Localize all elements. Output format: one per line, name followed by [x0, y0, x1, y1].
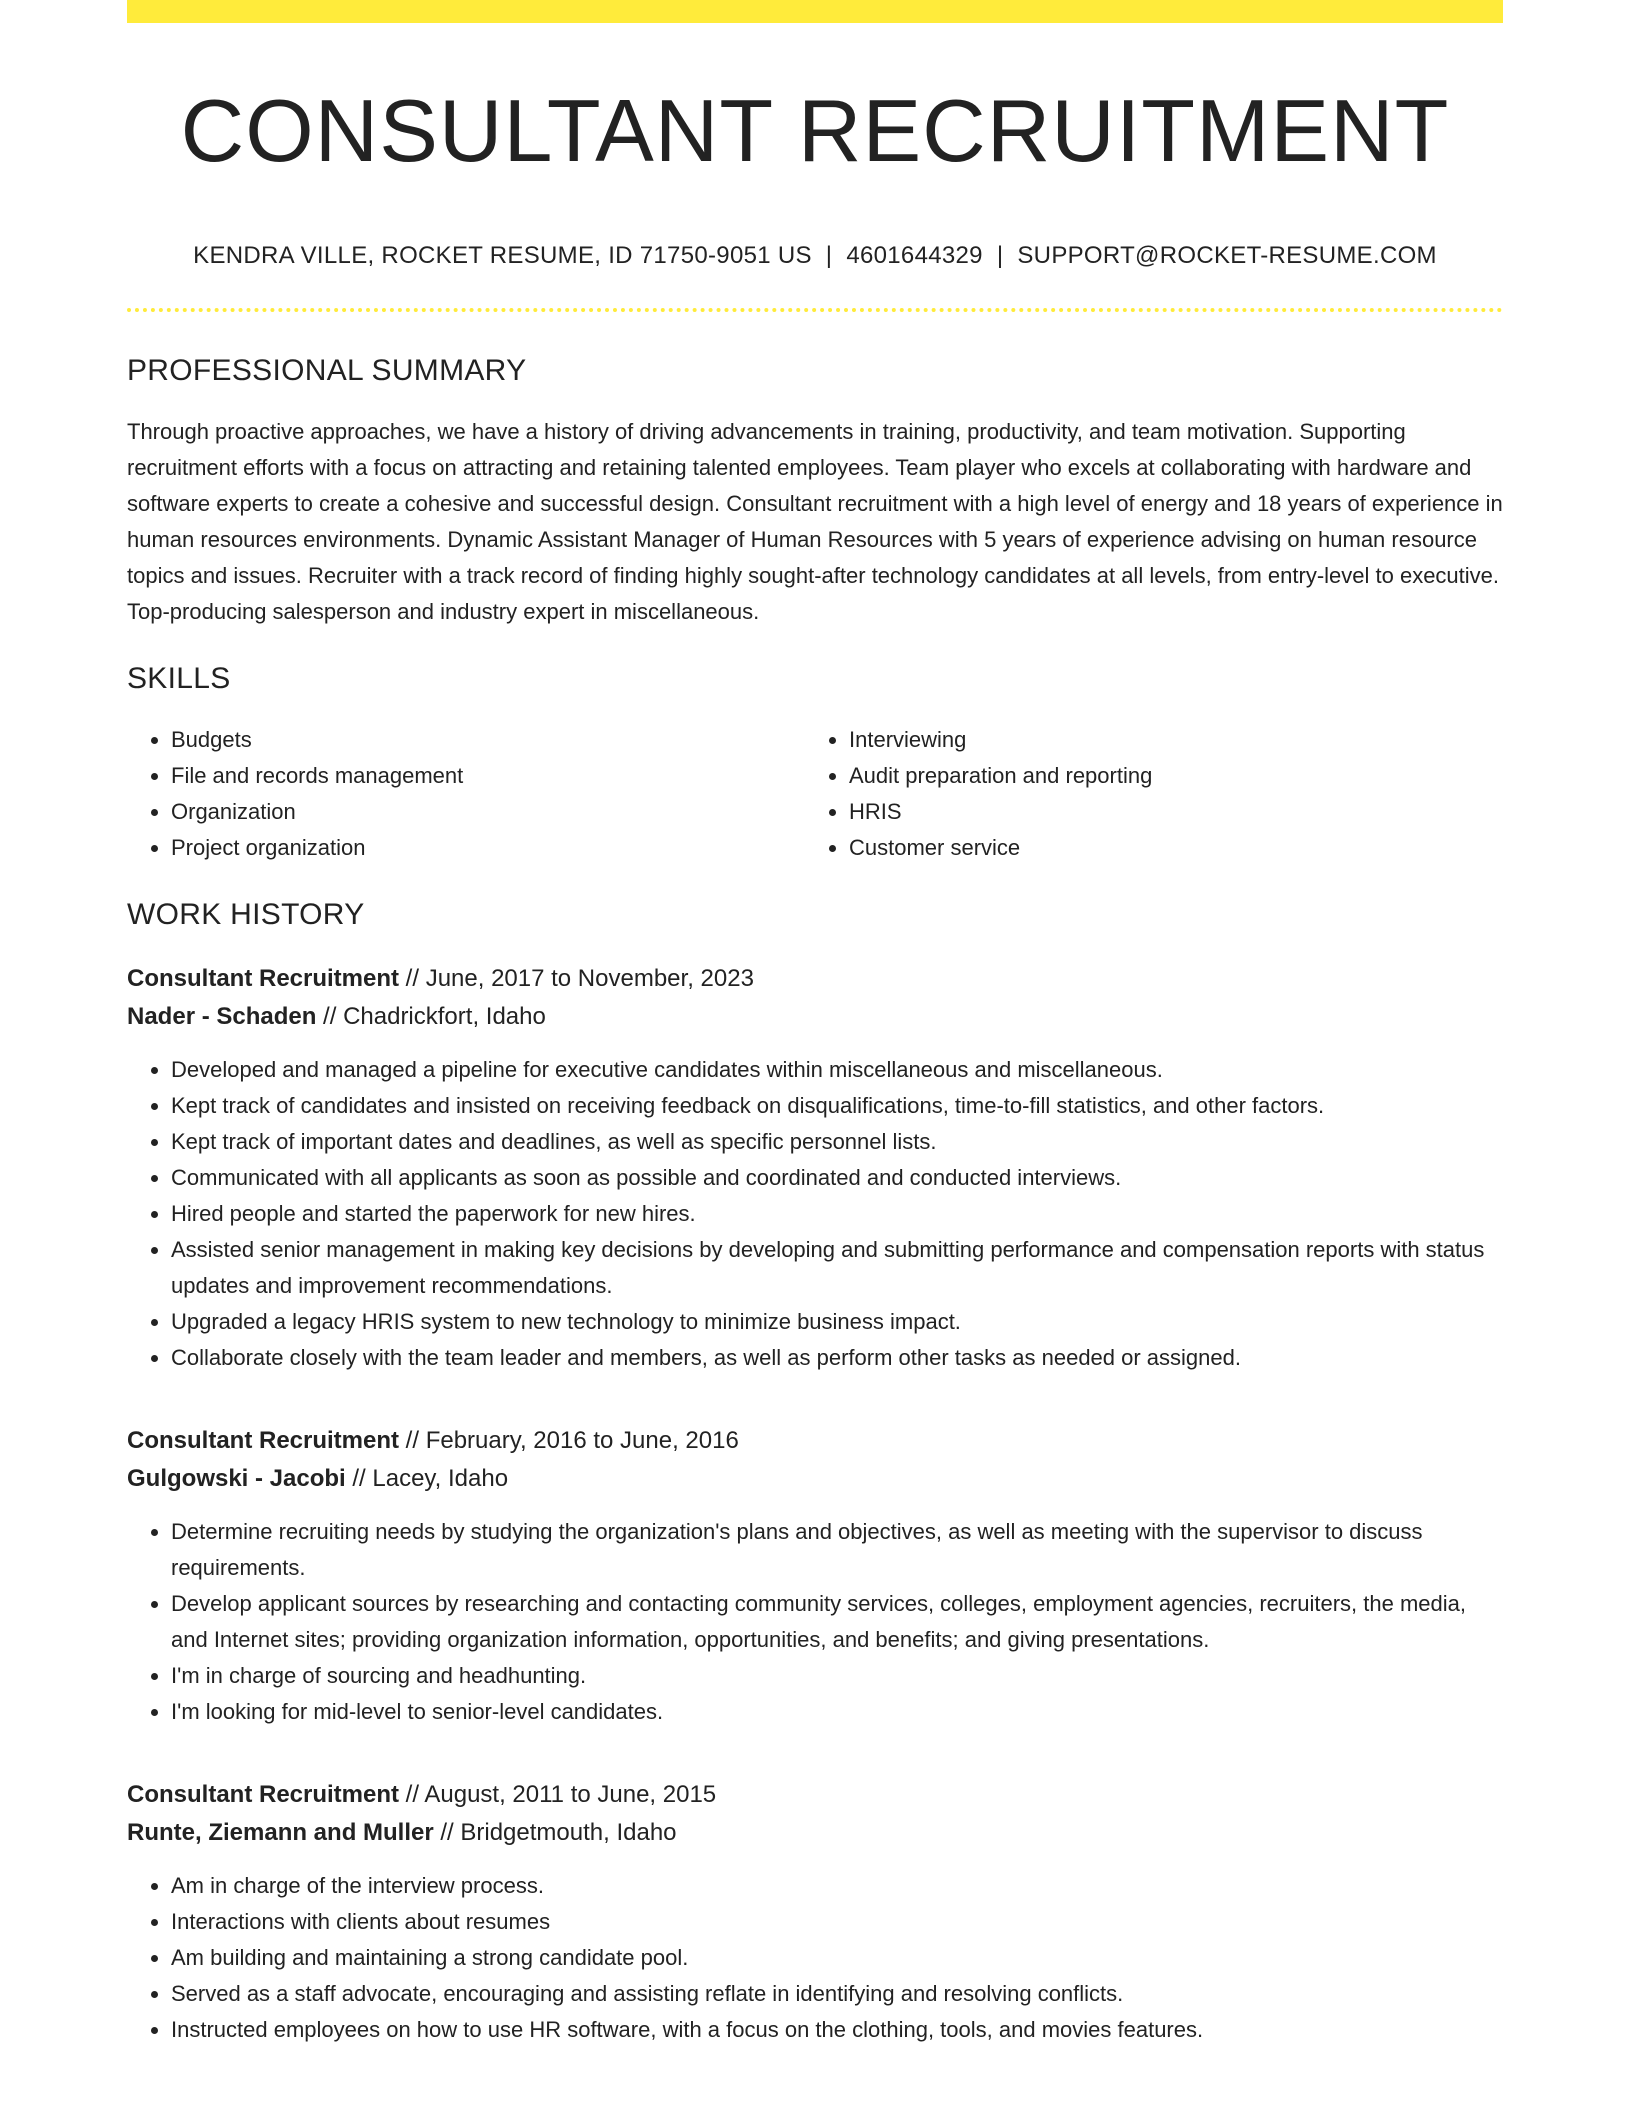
contact-phone: 4601644329	[846, 241, 983, 269]
skills-list	[127, 722, 1503, 866]
top-accent-bar	[127, 0, 1503, 23]
job-location: // Chadrickfort, Idaho	[316, 1002, 546, 1030]
contact-separator: |	[996, 241, 1004, 269]
job-dates: // June, 2017 to November, 2023	[399, 964, 754, 992]
contact-separator: |	[825, 241, 833, 269]
resume-page	[127, 0, 1503, 2048]
job-bullet: • Communicated with all applicants as soon as possible and coordinated and conducted interviews.	[171, 1160, 1503, 1196]
contact-address: KENDRA VILLE, ROCKET RESUME, ID 71750-9051 US	[193, 241, 812, 269]
job-title: Consultant Recruitment	[127, 1426, 400, 1454]
job-bullet: • Develop applicant sources by researching and contacting community services, colleges, employment agencies, recruiters, the media, and Internet sites; providing organization information, opportunities, and benefits; and giving presentations.	[171, 1586, 1503, 1658]
skill-item: • Project organization	[171, 830, 805, 866]
job-bullets	[127, 1514, 1503, 1730]
job-company: Gulgowski - Jacobi	[127, 1464, 346, 1492]
job-dates: // February, 2016 to June, 2016	[399, 1426, 739, 1454]
job-title: Consultant Recruitment	[127, 964, 400, 992]
work-history-heading: WORK HISTORY	[127, 897, 365, 931]
skill-item: • Organization	[171, 794, 805, 830]
job-entry	[127, 1776, 1503, 2048]
job-bullets	[127, 1052, 1503, 1376]
job-company: Runte, Ziemann and Muller	[127, 1818, 434, 1846]
job-title-line	[127, 1776, 1503, 1814]
job-location: // Bridgetmouth, Idaho	[433, 1818, 677, 1846]
job-bullet: • Collaborate closely with the team leader and members, as well as perform other tasks as needed or assigned.	[171, 1340, 1503, 1376]
job-bullet: • Instructed employees on how to use HR software, with a focus on the clothing, tools, and movies features.	[171, 2012, 1503, 2048]
skill-item: • HRIS	[849, 794, 1483, 830]
job-bullet: • Interactions with clients about resumes	[171, 1904, 1503, 1940]
contact-line	[127, 242, 1503, 270]
job-title-line	[127, 1422, 1503, 1460]
summary-heading: PROFESSIONAL SUMMARY	[127, 353, 527, 387]
job-bullet: • Am building and maintaining a strong candidate pool.	[171, 1940, 1503, 1976]
job-bullet: • Determine recruiting needs by studying the organization's plans and objectives, as well as meeting with the supervisor to discuss requirements.	[171, 1514, 1503, 1586]
job-bullets	[127, 1868, 1503, 2048]
header-divider	[127, 308, 1503, 312]
job-bullet: • Served as a staff advocate, encouraging and assisting reflate in identifying and resolving conflicts.	[171, 1976, 1503, 2012]
job-bullet: • I'm looking for mid-level to senior-level candidates.	[171, 1694, 1503, 1730]
job-entry	[127, 960, 1503, 1376]
skill-item: • Customer service	[849, 830, 1483, 866]
job-company: Nader - Schaden	[127, 1002, 317, 1030]
summary-text: Through proactive approaches, we have a history of driving advancements in training, productivity, and team motivation. Supporting recruitment efforts with a focus on attracting and retaining talented employees. Team player who excels at collaborating with hardware and software experts to create a cohesive and successful design. Consultant recruitment with a high level of energy and 18 years of experience in human resources environments. Dynamic Assistant Manager of Human Resources with 5 years of experience advising on human resource topics and issues. Recruiter with a track record of finding highly sought-after technology candidates at all levels, from entry-level to executive. Top-producing salesperson and industry expert in miscellaneous.	[127, 418, 1503, 624]
job-company-line	[127, 998, 1503, 1036]
resume-name: CONSULTANT RECRUITMENT	[180, 81, 1450, 180]
skills-heading: SKILLS	[127, 661, 231, 695]
job-bullet: • Developed and managed a pipeline for executive candidates within miscellaneous and miscellaneous.	[171, 1052, 1503, 1088]
skill-item: • Interviewing	[849, 722, 1483, 758]
skill-item: • Budgets	[171, 722, 805, 758]
job-title: Consultant Recruitment	[127, 1780, 400, 1808]
skill-item: • File and records management	[171, 758, 805, 794]
job-company-line	[127, 1460, 1503, 1498]
skill-item: • Audit preparation and reporting	[849, 758, 1483, 794]
job-bullet: • Kept track of candidates and insisted on receiving feedback on disqualifications, time-to-fill statistics, and other factors.	[171, 1088, 1503, 1124]
skills-column-left	[127, 722, 805, 866]
job-bullet: • I'm in charge of sourcing and headhunting.	[171, 1658, 1503, 1694]
skills-column-right	[805, 722, 1483, 866]
job-dates: // August, 2011 to June, 2015	[399, 1780, 717, 1808]
job-bullet: • Hired people and started the paperwork for new hires.	[171, 1196, 1503, 1232]
job-location: // Lacey, Idaho	[345, 1464, 509, 1492]
job-company-line	[127, 1814, 1503, 1852]
job-bullet: • Assisted senior management in making key decisions by developing and submitting performance and compensation reports with status updates and improvement recommendations.	[171, 1232, 1503, 1304]
job-title-line	[127, 960, 1503, 998]
job-bullet: • Am in charge of the interview process.	[171, 1868, 1503, 1904]
job-bullet: • Kept track of important dates and deadlines, as well as specific personnel lists.	[171, 1124, 1503, 1160]
contact-email: SUPPORT@ROCKET-RESUME.COM	[1017, 241, 1437, 269]
job-bullet: • Upgraded a legacy HRIS system to new technology to minimize business impact.	[171, 1304, 1503, 1340]
job-entry	[127, 1422, 1503, 1730]
